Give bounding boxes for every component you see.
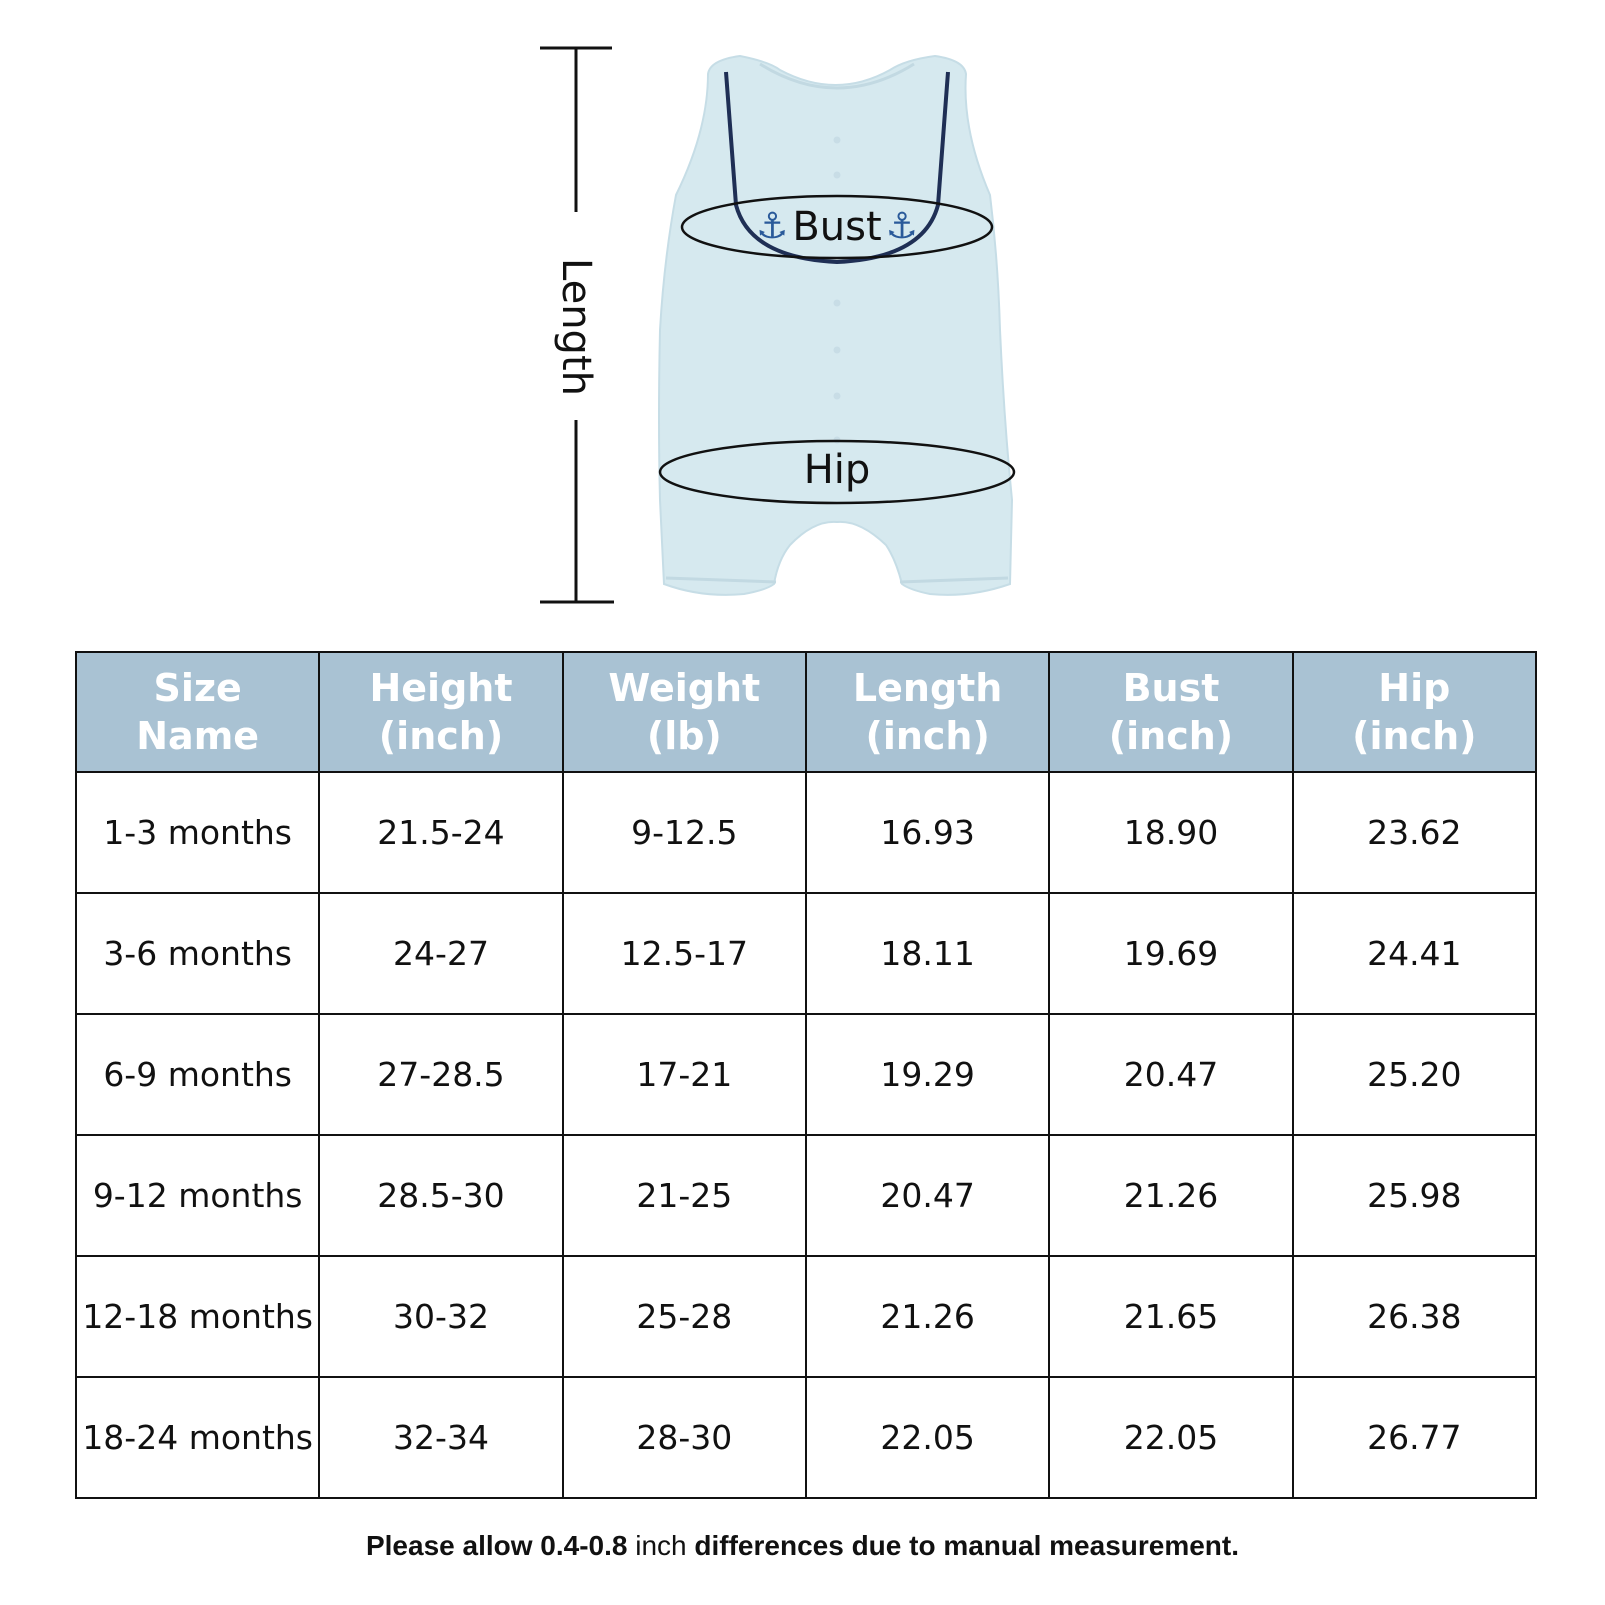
cell-hip: 25.98 [1293,1135,1536,1256]
anchor-icon: ⚓ [885,206,918,247]
cell-height: 32-34 [319,1377,562,1498]
anchor-icon: ⚓ [756,206,789,247]
cell-weight: 9-12.5 [563,772,806,893]
garment-illustration [0,0,1605,620]
cell-height: 28.5-30 [319,1135,562,1256]
cell-size-name: 3-6 months [76,893,319,1014]
cell-hip: 23.62 [1293,772,1536,893]
cell-weight: 21-25 [563,1135,806,1256]
bust-label-group [756,204,918,250]
header-hip [1293,652,1536,772]
cell-hip: 26.38 [1293,1256,1536,1377]
disclaimer-unit: inch [635,1530,687,1561]
header-row [76,652,1536,772]
cell-length: 18.11 [806,893,1049,1014]
header-line: Length [852,666,1003,710]
header-line: (inch) [1108,714,1234,758]
header-line: (lb) [646,714,722,758]
cell-size-name: 6-9 months [76,1014,319,1135]
header-line: Height [369,666,513,710]
header-weight [563,652,806,772]
cell-size-name: 1-3 months [76,772,319,893]
romper-diagram [0,0,1605,620]
header-line: (inch) [865,714,990,758]
header-bust [1049,652,1292,772]
cell-bust: 21.26 [1049,1135,1292,1256]
cell-bust: 19.69 [1049,893,1292,1014]
table-row [76,893,1536,1014]
cell-size-name: 9-12 months [76,1135,319,1256]
header-line: (inch) [378,714,504,758]
header-line: (inch) [1352,714,1477,758]
header-height [319,652,562,772]
length-label: Length [553,258,599,396]
cell-size-name: 18-24 months [76,1377,319,1498]
cell-weight: 17-21 [563,1014,806,1135]
cell-height: 30-32 [319,1256,562,1377]
cell-size-name: 12-18 months [76,1256,319,1377]
disclaimer-part: Please allow 0.4-0.8 [365,1530,636,1561]
table-row [76,1014,1536,1135]
romper-body [659,56,1012,595]
disclaimer-part: differences due to manual measurement. [686,1530,1240,1561]
header-line: Size [153,666,242,710]
header-length [806,652,1049,772]
cell-weight: 25-28 [563,1256,806,1377]
cell-bust: 21.65 [1049,1256,1292,1377]
header-line: Hip [1378,666,1451,710]
table-header [76,652,1536,772]
table-row [76,1256,1536,1377]
measurement-disclaimer [0,1530,1605,1562]
cell-hip: 24.41 [1293,893,1536,1014]
cell-hip: 26.77 [1293,1377,1536,1498]
cell-length: 20.47 [806,1135,1049,1256]
cell-height: 21.5-24 [319,772,562,893]
header-size-name [76,652,319,772]
cell-length: 19.29 [806,1014,1049,1135]
table-row [76,1377,1536,1498]
cell-hip: 25.20 [1293,1014,1536,1135]
cell-length: 22.05 [806,1377,1049,1498]
table-body [76,772,1536,1498]
bust-label: Bust [792,204,882,250]
header-line: Weight [608,666,761,710]
cell-weight: 28-30 [563,1377,806,1498]
cell-weight: 12.5-17 [563,893,806,1014]
cell-bust: 18.90 [1049,772,1292,893]
header-line: Bust [1122,666,1220,710]
cell-bust: 22.05 [1049,1377,1292,1498]
size-chart-table [75,651,1537,1499]
cell-length: 21.26 [806,1256,1049,1377]
table-row [76,772,1536,893]
table-row [76,1135,1536,1256]
cell-height: 27-28.5 [319,1014,562,1135]
cell-height: 24-27 [319,893,562,1014]
cell-bust: 20.47 [1049,1014,1292,1135]
cell-length: 16.93 [806,772,1049,893]
hip-label: Hip [803,447,871,493]
header-line: Name [136,714,260,758]
